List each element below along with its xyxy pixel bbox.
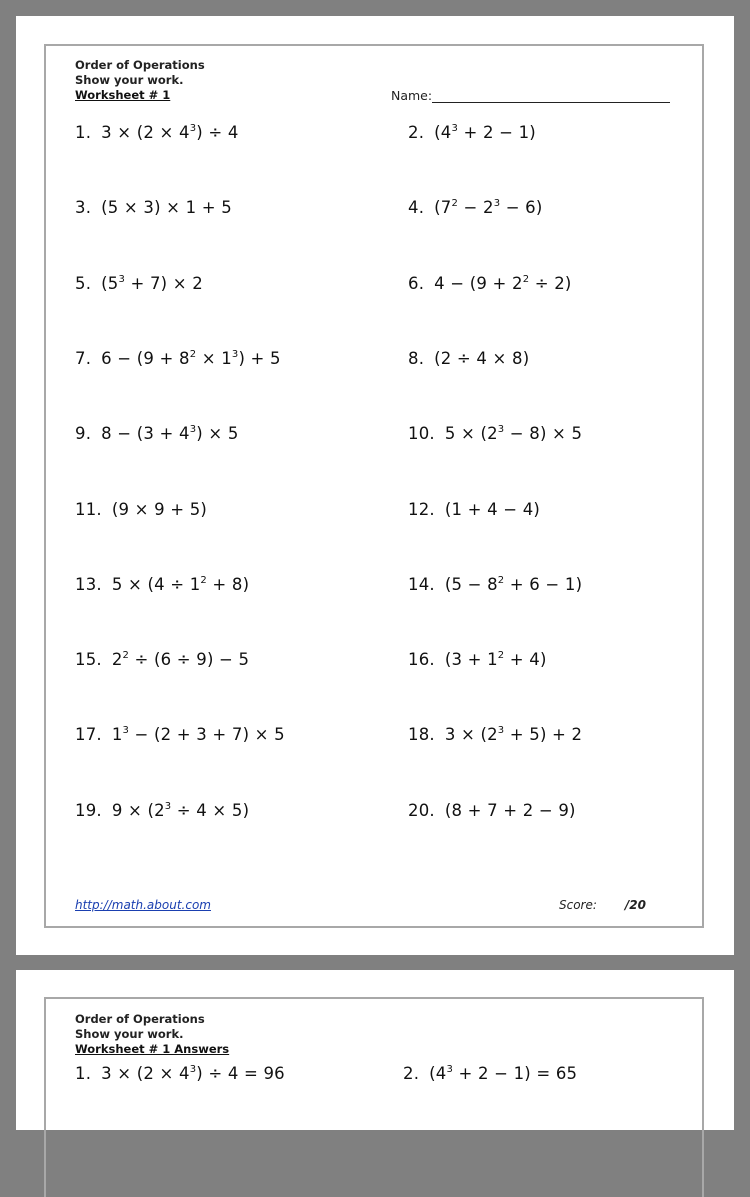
exponent: 2 — [189, 348, 197, 360]
problem-number: 16. — [408, 650, 435, 670]
problem-number: 17. — [75, 725, 102, 745]
problem-item — [408, 725, 582, 744]
problem-item — [408, 198, 543, 217]
expression-text: 3 × (2 — [444, 725, 498, 745]
expression-text: ÷ (6 ÷ 9) − 5 — [129, 650, 250, 670]
problem-number: 15. — [75, 650, 102, 670]
problem-number: 1. — [75, 1064, 92, 1083]
problem-number: 12. — [408, 499, 435, 519]
exponent: 2 — [122, 650, 130, 662]
exponent: 3 — [122, 725, 130, 737]
problem-expression — [429, 1064, 577, 1083]
exponent: 2 — [497, 650, 505, 662]
problem-expression — [101, 123, 238, 142]
problem-item — [408, 424, 582, 443]
problem-expression — [445, 650, 547, 669]
problem-expression — [434, 123, 536, 142]
expression-text: 5 × (4 ÷ 1 — [111, 574, 201, 594]
expression-text: + 5) + 2 — [504, 725, 583, 745]
expression-text: 6 − (9 + 8 — [101, 348, 190, 368]
problem-expression — [101, 274, 203, 293]
expression-text: − 8) × 5 — [504, 424, 583, 444]
problem-item — [408, 500, 540, 519]
problem-number: 5. — [75, 273, 92, 293]
problem-number: 2. — [403, 1064, 420, 1083]
problem-expression — [112, 801, 249, 820]
exponent: 3 — [231, 348, 239, 360]
expression-text: ) × 5 — [196, 424, 239, 444]
problem-item — [75, 575, 249, 594]
name-label: Name: — [391, 88, 433, 103]
problem-number: 2. — [408, 123, 425, 142]
problem-number: 20. — [408, 800, 435, 820]
expression-text: 5 × (2 — [444, 424, 498, 444]
expression-text: ÷ 4 × 5) — [171, 800, 250, 820]
exponent: 2 — [451, 198, 459, 210]
expression-text: (2 ÷ 4 × 8) — [434, 348, 530, 368]
expression-text: (9 × 9 + 5) — [111, 499, 208, 519]
problem-item — [408, 575, 582, 594]
exponent: 2 — [200, 574, 207, 586]
problem-item — [403, 1064, 577, 1083]
expression-text: ) ÷ 4 = 96 — [196, 1064, 285, 1083]
problem-item — [408, 349, 529, 368]
problem-item — [75, 424, 239, 443]
expression-text: + 2 − 1) — [458, 123, 536, 142]
answers-header — [75, 1012, 229, 1057]
score-total: /20 — [624, 898, 647, 912]
problem-expression — [445, 424, 582, 443]
worksheet-title: Order of Operations — [75, 58, 205, 72]
problem-number: 8. — [408, 348, 425, 368]
expression-text: (5 − 8 — [444, 574, 498, 594]
problem-number: 19. — [75, 800, 102, 820]
problem-item — [75, 725, 285, 744]
problem-item — [75, 349, 281, 368]
exponent: 3 — [164, 800, 172, 812]
problem-expression — [434, 198, 542, 217]
score-box — [559, 898, 646, 912]
exponent: 3 — [451, 123, 459, 134]
expression-text: 8 − (3 + 4 — [101, 424, 190, 444]
problem-expression — [112, 725, 285, 744]
problem-item — [408, 123, 536, 142]
exponent: 3 — [497, 725, 505, 737]
expression-text: 9 × (2 — [111, 800, 165, 820]
expression-text: + 7) × 2 — [125, 273, 203, 293]
expression-text: 4 − (9 + 2 — [434, 273, 523, 293]
expression-text: − 2 — [458, 198, 494, 218]
expression-text: (5 — [101, 273, 119, 293]
expression-text: 3 × (2 × 4 — [101, 123, 190, 142]
score-label: Score: — [559, 898, 597, 912]
problem-expression — [445, 500, 540, 519]
problem-expression — [112, 575, 249, 594]
expression-text: − (2 + 3 + 7) × 5 — [129, 725, 285, 745]
expression-text: − 6) — [500, 198, 543, 218]
name-line[interactable] — [432, 89, 670, 103]
expression-text: (1 + 4 − 4) — [444, 499, 541, 519]
problem-expression — [101, 349, 281, 368]
problem-item — [75, 198, 232, 217]
problem-expression — [445, 725, 582, 744]
answers-subtitle: Show your work. — [75, 1027, 184, 1041]
exponent: 3 — [189, 123, 197, 134]
problem-expression — [434, 349, 529, 368]
expression-text: ) + 5 — [238, 348, 281, 368]
problem-number: 14. — [408, 574, 435, 594]
answers-page — [16, 970, 734, 1130]
expression-text: (4 — [434, 123, 452, 142]
problem-item — [408, 801, 576, 820]
expression-text: × 1 — [196, 348, 232, 368]
expression-text: (4 — [429, 1064, 447, 1083]
problem-expression — [112, 500, 207, 519]
answers-title: Order of Operations — [75, 1012, 205, 1026]
answers-worksheet-number: Worksheet # 1 Answers — [75, 1042, 230, 1056]
expression-text: (7 — [434, 198, 452, 218]
exponent: 3 — [189, 1064, 197, 1075]
problem-expression — [434, 274, 571, 293]
source-link[interactable]: http://math.about.com — [75, 898, 211, 912]
expression-text: + 2 − 1) = 65 — [453, 1064, 578, 1083]
expression-text: (5 × 3) × 1 + 5 — [101, 198, 232, 218]
problem-expression — [101, 424, 238, 443]
problem-item — [75, 500, 207, 519]
problem-item — [75, 274, 203, 293]
problem-item — [75, 801, 249, 820]
expression-text: ) ÷ 4 — [196, 123, 239, 142]
exponent: 2 — [522, 273, 530, 285]
expression-text: + 6 − 1) — [504, 574, 583, 594]
exponent: 2 — [497, 574, 505, 586]
problem-item — [75, 650, 249, 669]
problem-expression — [112, 650, 249, 669]
worksheet-number: Worksheet # 1 — [75, 88, 171, 102]
problem-expression — [101, 1064, 285, 1083]
name-field[interactable] — [391, 88, 670, 103]
problem-number: 13. — [75, 574, 102, 594]
expression-text: + 8) — [206, 574, 250, 594]
problem-number: 7. — [75, 348, 92, 368]
problem-number: 6. — [408, 273, 425, 293]
problem-expression — [101, 198, 232, 217]
expression-text: ÷ 2) — [529, 273, 572, 293]
problem-expression — [445, 575, 582, 594]
expression-text: (8 + 7 + 2 − 9) — [444, 800, 576, 820]
exponent: 3 — [493, 198, 501, 210]
problem-number: 10. — [408, 424, 435, 444]
worksheet-header — [75, 58, 205, 103]
exponent: 3 — [118, 273, 126, 285]
problem-number: 18. — [408, 725, 435, 745]
exponent: 3 — [189, 424, 197, 436]
worksheet-subtitle: Show your work. — [75, 73, 184, 87]
problem-number: 3. — [75, 198, 92, 218]
worksheet-border — [44, 44, 704, 928]
exponent: 3 — [497, 424, 505, 436]
expression-text: 3 × (2 × 4 — [101, 1064, 190, 1083]
problem-item — [75, 123, 239, 142]
exponent: 3 — [446, 1064, 454, 1075]
problem-expression — [445, 801, 576, 820]
expression-text: 1 — [111, 725, 123, 745]
problem-item — [408, 274, 572, 293]
problem-number: 11. — [75, 499, 102, 519]
problem-number: 4. — [408, 198, 425, 218]
problem-number: 9. — [75, 424, 92, 444]
problem-item — [408, 650, 547, 669]
expression-text: 2 — [111, 650, 123, 670]
expression-text: (3 + 1 — [444, 650, 498, 670]
expression-text: + 4) — [504, 650, 547, 670]
problem-number: 1. — [75, 123, 92, 142]
worksheet-page — [16, 16, 734, 955]
problem-item — [75, 1064, 285, 1083]
